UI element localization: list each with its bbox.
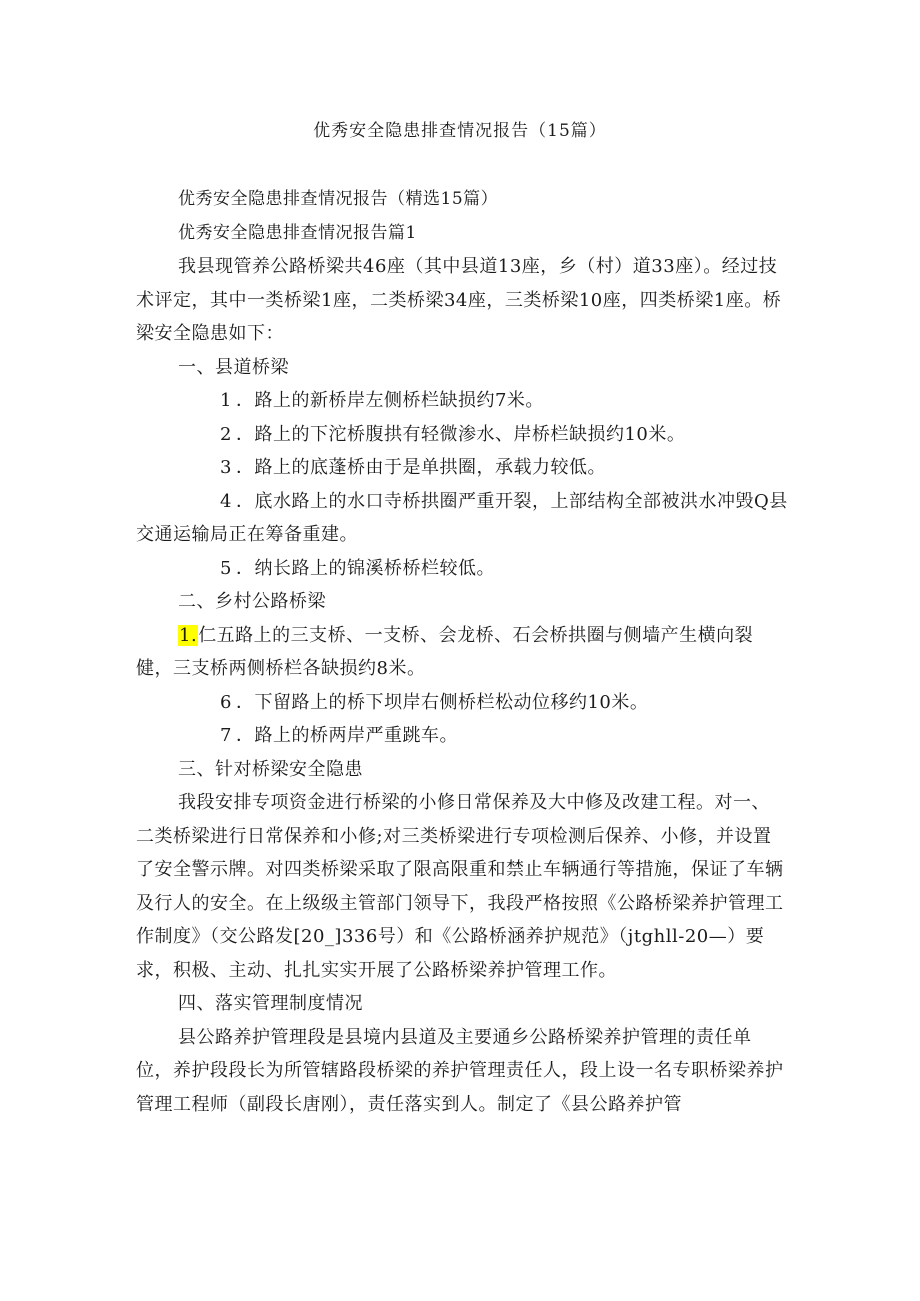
highlighted-item-number: 1.: [179, 624, 198, 646]
list-item: [136, 686, 788, 720]
item-number: 7: [220, 725, 232, 746]
measures-paragraph: 我段安排专项资金进行桥梁的小修日常保养及大中修及改建工程。对一、二类桥梁进行日常保养和小修;对三类桥梁进行专项检测后保养、小修，并设置了安全警示牌。对四类桥梁采取了限高限重和禁止车辆通行等措施，保证了车辆及行人的安全。在上级级主管部门领导下，我段严格按照《公路桥梁养护管理工作制度》（交公路发[20_]336号）和《公路桥涵养护规范》（jtghll-20—）要求，积极、主动、扎扎实实开展了公路桥梁养护管理工作。: [136, 792, 784, 981]
item-text: ．路上的新桥岸左侧桥栏缺损约7米。: [235, 390, 544, 411]
list-item: [136, 552, 788, 586]
item-text: ．纳长路上的锦溪桥桥栏较低。: [235, 557, 495, 579]
heading-county-bridges: 一、县道桥梁: [178, 356, 289, 378]
item-text: ．下留路上的桥下坝岸右侧桥栏松动位移约10米。: [235, 691, 649, 713]
intro-paragraph: 我县现管养公路桥梁共46座（其中县道13座，乡（村）道33座）。经过技术评定，其中一类桥梁1座，二类桥梁34座，三类桥梁10座，四类桥梁1座。桥梁安全隐患如下：: [136, 256, 782, 344]
management-paragraph: 县公路养护管理段是县境内县道及主要通乡公路桥梁养护管理的责任单位，养护段段长为所管辖路段桥梁的养护管理责任人，段上设一名专职桥梁养护管理工程师（副段长唐刚），责任落实到人。制定了《县公路养护管: [136, 1026, 784, 1115]
list-item: [136, 418, 788, 452]
subtitle: 优秀安全隐患排查情况报告（精选15篇）: [178, 189, 499, 209]
item-number: 3: [220, 457, 232, 478]
list-item: [136, 451, 788, 485]
list-item: [136, 485, 788, 552]
list-item: [136, 384, 788, 418]
item-text: 仁五路上的三支桥、一支桥、会龙桥、石会桥拱圈与侧墙产生横向裂健，三支桥两侧桥栏各缺损约8米。: [136, 624, 754, 679]
heading-rural-bridges: 二、乡村公路桥梁: [178, 591, 326, 612]
heading-safety-measures: 三、针对桥梁安全隐患: [178, 758, 363, 780]
item-text: ．路上的下沱桥腹拱有轻微渗水、岸桥栏缺损约10米。: [235, 423, 686, 445]
item-number: 5: [220, 557, 232, 579]
item-number: 4: [220, 490, 232, 512]
item-text: ．底水路上的水口寺桥拱圈严重开裂，上部结构全部被洪水冲毁Q县交通运输局正在筹备重建。: [136, 490, 788, 545]
section-title: 优秀安全隐患排查情况报告篇1: [178, 222, 417, 243]
list-item: [136, 619, 788, 686]
list-item: [136, 719, 788, 753]
item-number: 2: [220, 423, 232, 445]
heading-management-system: 四、落实管理制度情况: [178, 993, 363, 1014]
item-number: 6: [220, 691, 232, 713]
document-body: [136, 183, 788, 1121]
item-number: 1: [220, 390, 232, 411]
item-text: ．路上的底蓬桥由于是单拱圈，承载力较低。: [235, 457, 606, 478]
item-text: ．路上的桥两岸严重跳车。: [235, 725, 458, 746]
document-title: 优秀安全隐患排查情况报告（15篇）: [313, 121, 607, 141]
